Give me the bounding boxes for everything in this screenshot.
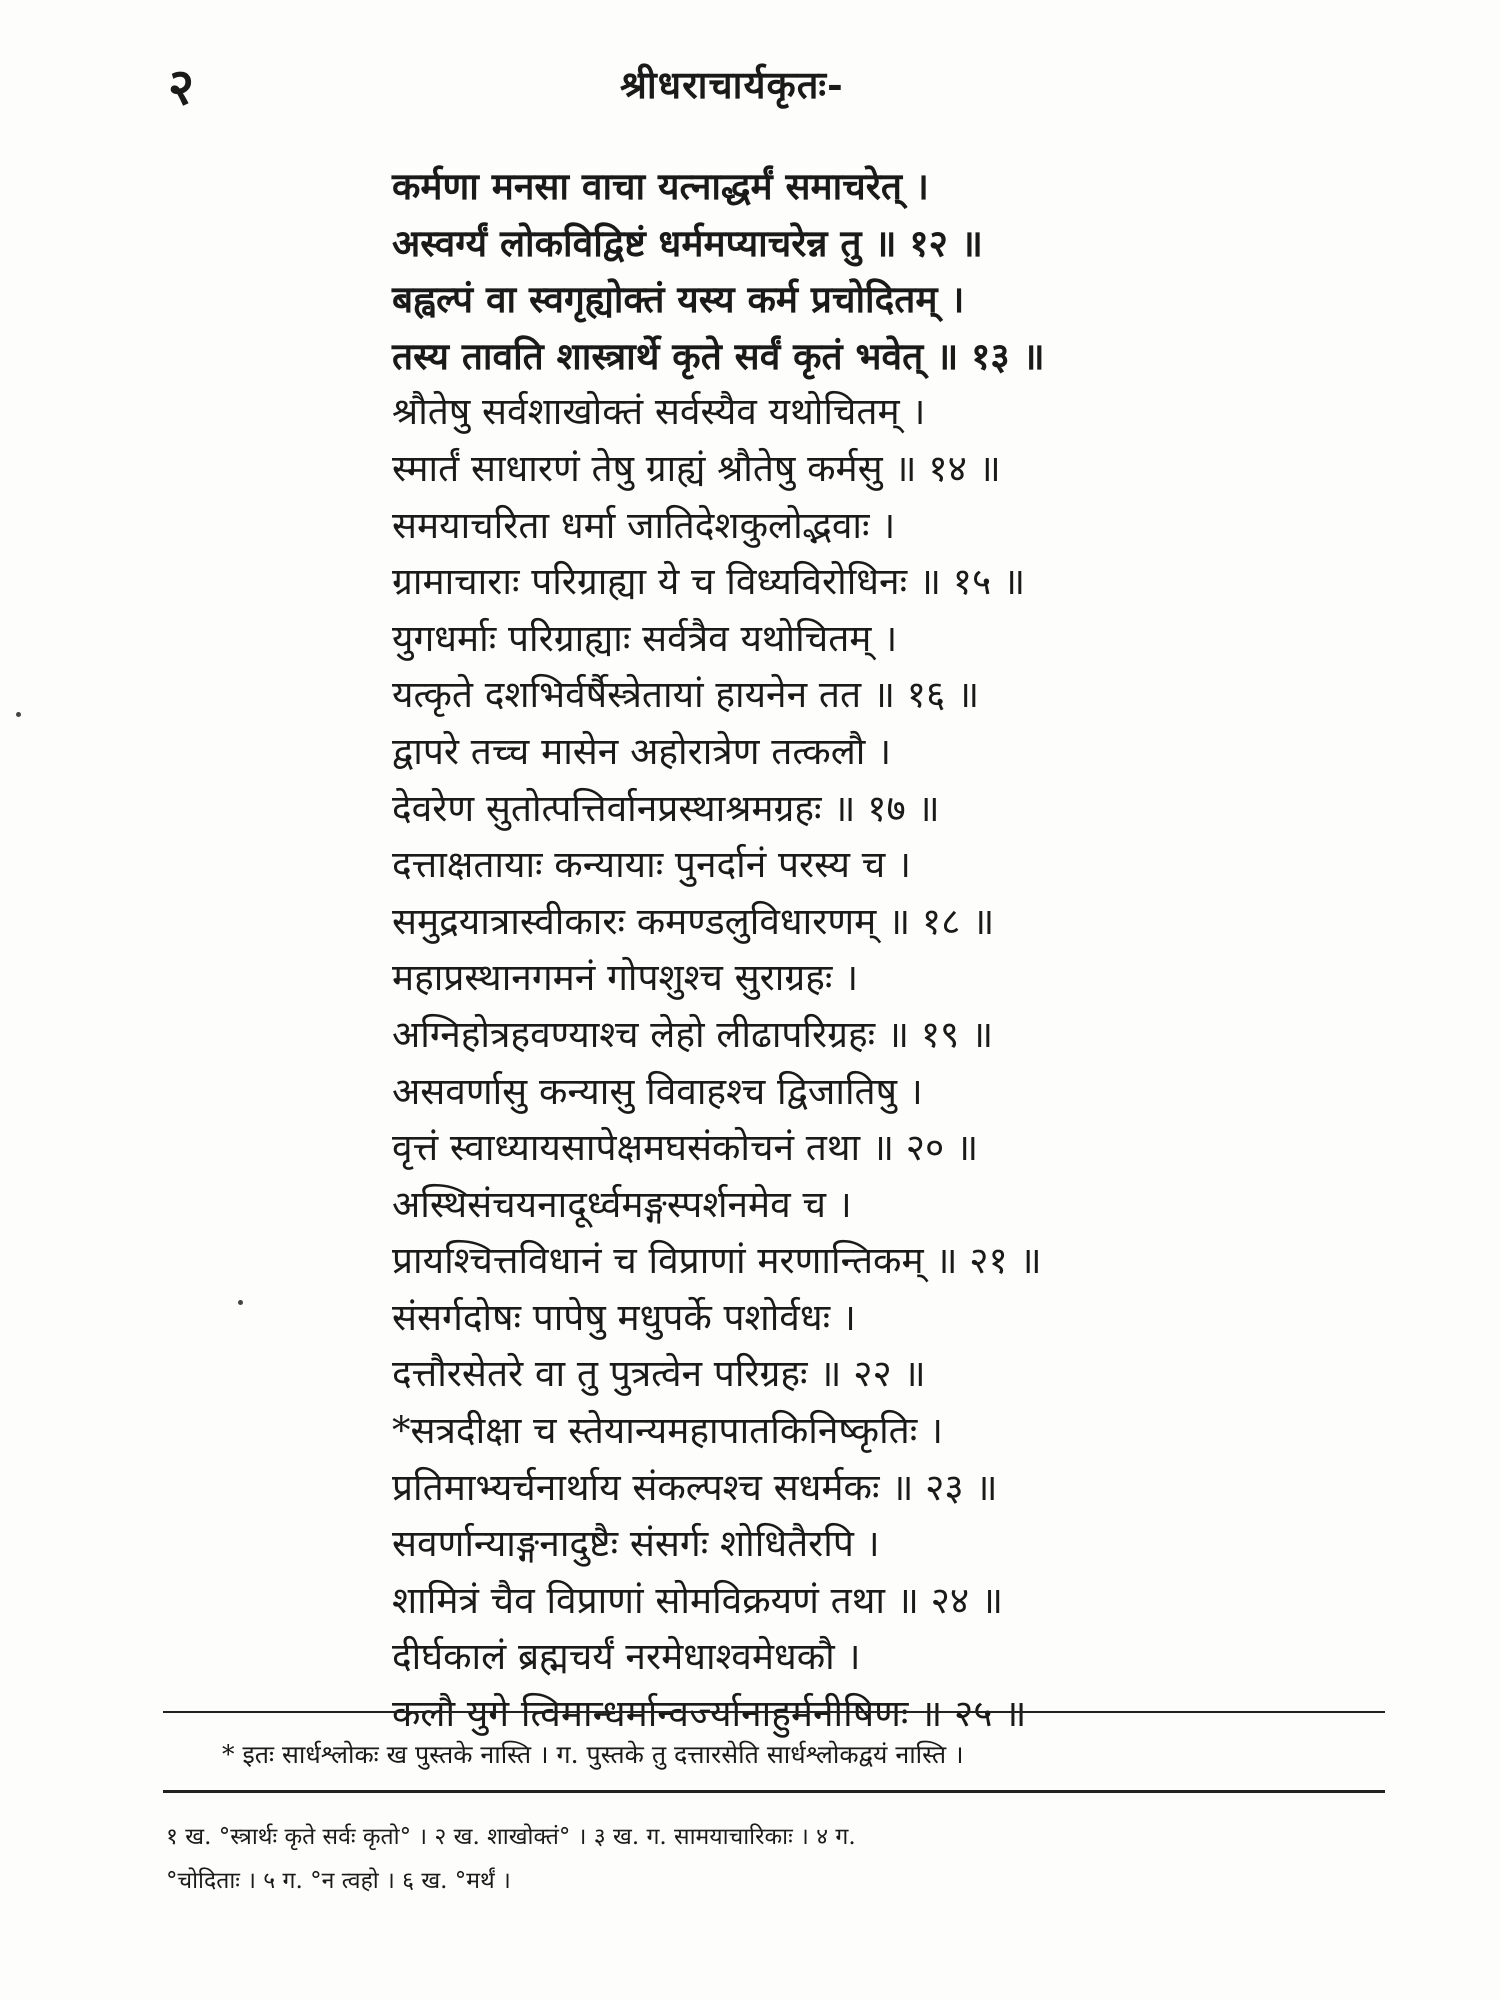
verse-line: कलौ युगे त्विमान्धर्मान्वर्ज्यानाहुर्मनीषिणः ॥ २५ ॥: [392, 1692, 1027, 1736]
verse-line: संसर्गदोषः पापेषु मधुपर्के पशोर्वधः ।: [392, 1295, 856, 1339]
verse-line: शामित्रं चैव विप्राणां सोमविक्रयणं तथा ॥ २४ ॥: [392, 1578, 1004, 1622]
running-head: श्रीधराचार्यकृतः-: [620, 62, 844, 107]
scan-speck: [16, 712, 21, 717]
footnote-divider: [163, 1790, 1385, 1793]
verse-line: यत्कृते दशभिर्वर्षैस्त्रेतायां हायनेन तत ॥ १६ ॥: [392, 673, 980, 717]
verse-line: अस्थिसंचयनादूर्ध्वमङ्गस्पर्शनमेव च ।: [392, 1182, 852, 1226]
page-number: २: [168, 57, 194, 116]
verse-line: तस्य तावति शास्त्रार्थे कृते सर्वं कृतं भवेत् ॥ १३ ॥: [392, 333, 1045, 378]
star-footnote: * इतः सार्धश्लोकः ख पुस्तके नास्ति । ग. पुस्तके तु दत्तारसेति सार्धश्लोकद्वयं नास्ति ।: [222, 1740, 964, 1769]
verse-block: [392, 158, 1412, 1743]
verse-line: प्रायश्चित्तविधानं च विप्राणां मरणान्तिकम् ॥ २१ ॥: [392, 1239, 1042, 1283]
verse-line: सवर्णान्याङ्गनादुष्टैः संसर्गः शोधितैरपि ।: [392, 1522, 880, 1566]
verse-line: युगधर्माः परिग्राह्याः सर्वत्रैव यथोचितम् ।: [392, 616, 898, 660]
variant-footnotes: [166, 1815, 1396, 1903]
verse-line: वृत्तं स्वाध्यायसापेक्षमघसंकोचनं तथा ॥ २० ॥: [392, 1126, 979, 1170]
verse-line: कर्मणा मनसा वाचा यत्नाद्धर्मं समाचरेत् ।: [392, 164, 929, 208]
verse-line: द्वापरे तच्च मासेन अहोरात्रेण तत्कलौ ।: [392, 729, 892, 773]
verse-line: समुद्रयात्रास्वीकारः कमण्डलुविधारणम् ॥ १८ ॥: [392, 899, 995, 943]
verse-line: श्रौतेषु सर्वशाखोक्तं सर्वस्यैव यथोचितम् ।: [392, 390, 926, 434]
verse-line: असवर्णासु कन्यासु विवाहश्च द्विजातिषु ।: [392, 1069, 923, 1113]
verse-line: महाप्रस्थानगमनं गोपशुश्च सुराग्रहः ।: [392, 956, 859, 1000]
verse-line: प्रतिमाभ्यर्चनार्थाय संकल्पश्च सधर्मकः ॥ २३ ॥: [392, 1465, 998, 1509]
verse-line: अग्निहोत्रहवण्याश्च लेहो लीढापरिग्रहः ॥ १९ ॥: [392, 1012, 994, 1056]
verse-line: देवरेण सुतोत्पत्तिर्वानप्रस्थाश्रमग्रहः ॥ १७ ॥: [392, 786, 940, 830]
footnote-line: १ ख. °स्त्रार्थः कृते सर्वः कृतो° । २ ख. शाखोक्तं° । ३ ख. ग. सामयाचारिकाः । ४ ग.: [166, 1824, 856, 1850]
verse-line: स्मार्तं साधारणं तेषु ग्राह्यं श्रौतेषु कर्मसु ॥ १४ ॥: [392, 446, 1001, 490]
verse-line: दत्ताक्षतायाः कन्यायाः पुनर्दानं परस्य च ।: [392, 843, 912, 887]
footnote-line: °चोदिताः । ५ ग. °न त्वहो । ६ ख. °मर्थं ।: [166, 1868, 511, 1894]
verse-line: *सत्रदीक्षा च स्तेयान्यमहापातकिनिष्कृतिः ।: [392, 1409, 944, 1453]
verse-line: अस्वर्ग्यं लोकविद्विष्टं धर्ममप्याचरेन्न तु ॥ १२ ॥: [392, 220, 983, 265]
scan-speck: [238, 1300, 243, 1305]
verse-line: बह्वल्पं वा स्वगृह्योक्तं यस्य कर्म प्रचोदितम् ।: [392, 277, 965, 322]
verse-line: समयाचरिता धर्मा जातिदेशकुलोद्भवाः ।: [392, 503, 896, 547]
verse-line: ग्रामाचाराः परिग्राह्या ये च विध्यविरोधिनः ॥ १५ ॥: [392, 560, 1026, 604]
verse-line: दीर्घकालं ब्रह्मचर्यं नरमेधाश्वमेधकौ ।: [392, 1635, 861, 1679]
footnote-divider: [163, 1711, 1385, 1713]
verse-line: दत्तौरसेतरे वा तु पुत्रत्वेन परिग्रहः ॥ २२ ॥: [392, 1352, 926, 1396]
